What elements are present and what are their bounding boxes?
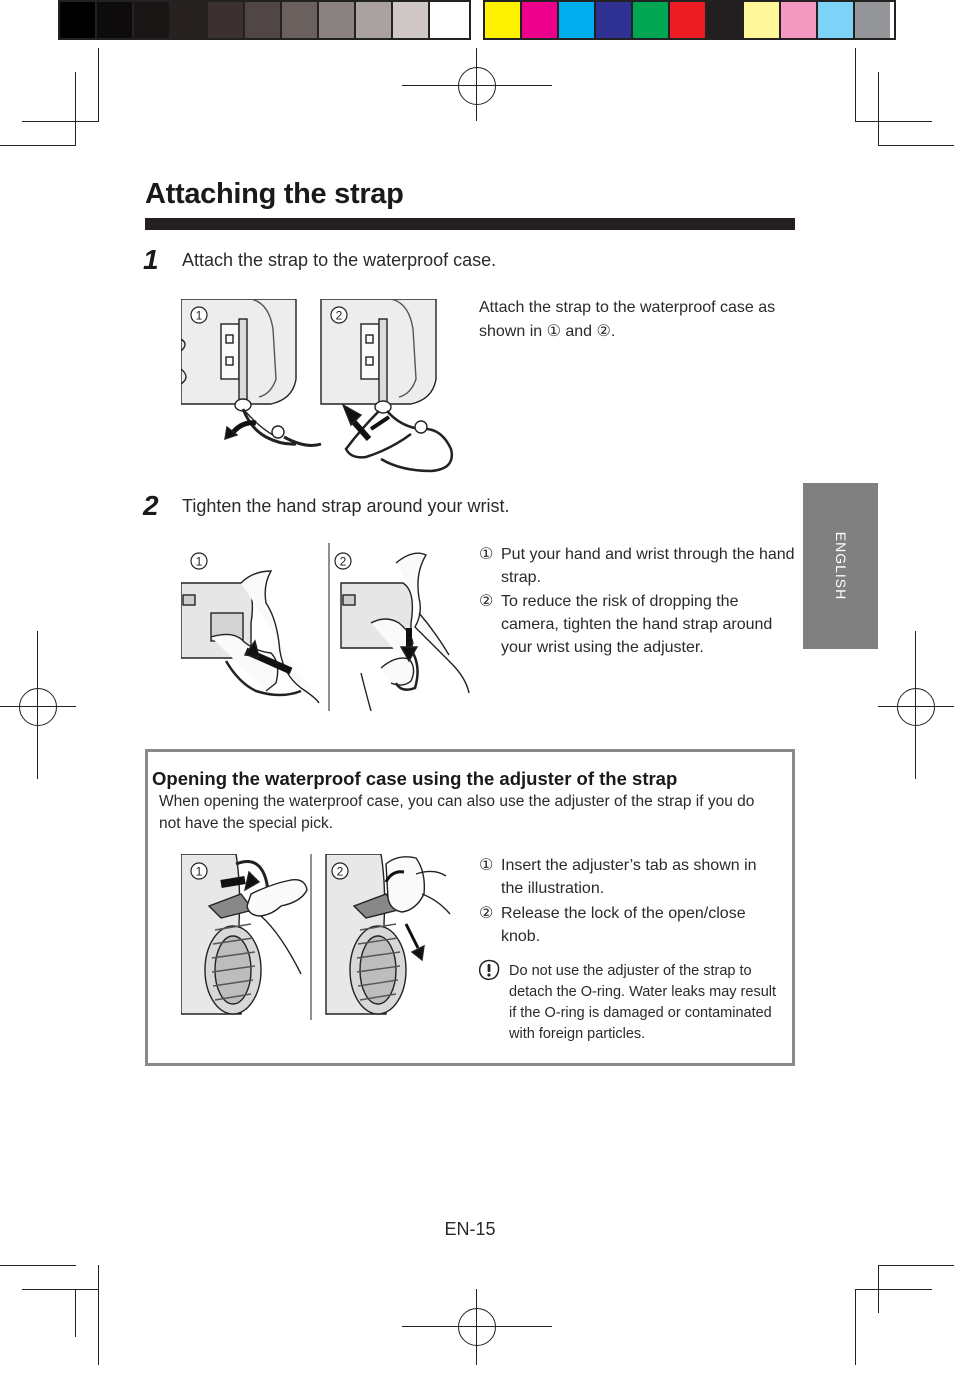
step-1-number: 1: [143, 244, 159, 275]
wrist-strap-panel-2: [341, 553, 469, 711]
color-calibration-bar: [483, 0, 896, 40]
strap-attach-illustration: [181, 299, 463, 475]
adjuster-panel-label-2: 2: [336, 864, 344, 879]
color-swatch-3: [559, 2, 596, 38]
step-2-item-1-marker: ①: [479, 546, 494, 563]
language-tab: [803, 483, 878, 649]
gray-swatch-9: [356, 2, 393, 38]
gray-swatch-5: [208, 2, 245, 38]
strap-panel-label-2: 2: [335, 308, 343, 323]
gray-swatch-11: [430, 2, 465, 38]
gray-swatch-10: [393, 2, 430, 38]
title-rule: [145, 218, 795, 230]
note-box-title: Opening the waterproof case using the adjuster of the strap: [152, 768, 678, 789]
gray-swatch-4: [171, 2, 208, 38]
color-swatch-11: [855, 2, 890, 38]
gray-calibration-bar: [58, 0, 471, 40]
color-swatch-10: [818, 2, 855, 38]
panel-labels: [191, 553, 351, 569]
color-swatch-1: [485, 2, 522, 38]
step-2-item-2-marker: ②: [479, 593, 494, 610]
caution-icon: [478, 959, 500, 981]
page-title: Attaching the strap: [145, 178, 404, 210]
step-2-item-2-text: To reduce the risk of dropping the camera, tighten the hand strap around your wrist using the adjuster.: [501, 593, 773, 656]
color-swatch-5: [633, 2, 670, 38]
wrist-strap-illustration: [181, 543, 471, 713]
step-2-number: 2: [143, 490, 159, 521]
wrist-panel-label-2: 2: [339, 554, 347, 569]
gray-swatch-3: [134, 2, 171, 38]
page-number: EN-15: [444, 1219, 496, 1239]
color-swatch-2: [522, 2, 559, 38]
note-box-intro: When opening the waterproof case, you can also use the adjuster of the strap if you do not have the special pick.: [159, 793, 755, 832]
note-item-2: [479, 902, 779, 948]
step-1-description: Attach the strap to the waterproof case as shown in ① and ②.: [479, 299, 776, 340]
note-item-2-marker: ②: [479, 905, 494, 922]
color-swatch-6: [670, 2, 707, 38]
step-2-text: Tighten the hand strap around your wrist.: [182, 496, 510, 516]
language-tab-label: ENGLISH: [832, 531, 849, 601]
step-2-item-1: [479, 543, 795, 589]
note-item-1-text: Insert the adjuster’s tab as shown in the illustration.: [501, 857, 757, 897]
wrist-panel-label-1: 1: [195, 554, 203, 569]
note-item-2-text: Release the lock of the open/close knob.: [501, 905, 746, 945]
color-swatch-4: [596, 2, 633, 38]
gray-swatch-6: [245, 2, 282, 38]
note-item-1: [479, 854, 779, 900]
adjuster-open-illustration: [181, 854, 453, 1022]
caution-text: Do not use the adjuster of the strap to detach the O-ring. Water leaks may result if the O-ring is damaged or contaminated with foreign particles.: [509, 963, 777, 1042]
gray-swatch-1: [60, 2, 97, 38]
strap-attach-panel-2: [321, 299, 452, 471]
strap-panel-label-1: 1: [195, 308, 203, 323]
gray-swatch-2: [97, 2, 134, 38]
color-swatch-7: [707, 2, 744, 38]
color-swatch-9: [781, 2, 818, 38]
step-1-text: Attach the strap to the waterproof case.: [182, 250, 497, 270]
gray-swatch-7: [282, 2, 319, 38]
step-2-item-1-text: Put your hand and wrist through the hand strap.: [501, 546, 795, 586]
adjuster-panel-label-1: 1: [195, 864, 203, 879]
gray-swatch-8: [319, 2, 356, 38]
color-swatch-8: [744, 2, 781, 38]
note-item-1-marker: ①: [479, 857, 494, 874]
step-2-item-2: [479, 590, 795, 659]
